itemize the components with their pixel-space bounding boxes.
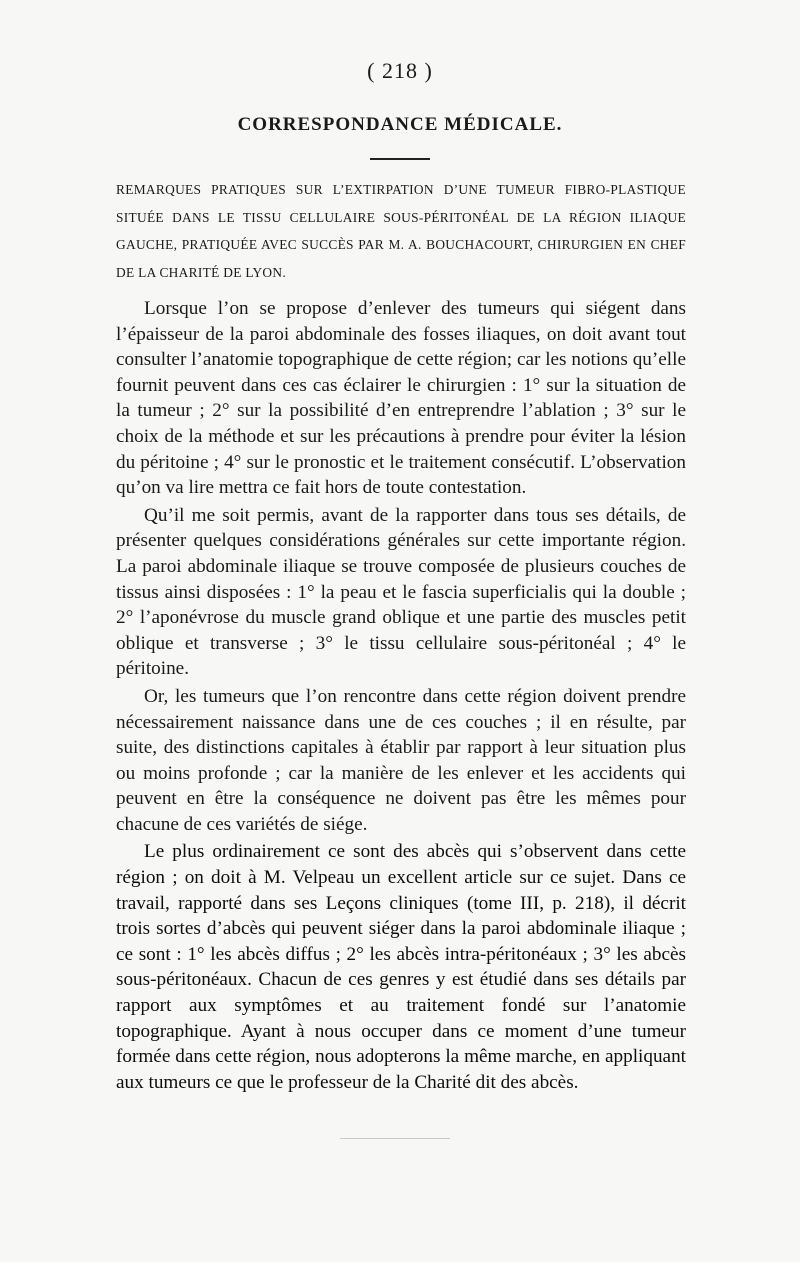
faint-divider (340, 1138, 450, 1139)
article-body (116, 296, 686, 1097)
paragraph: Lorsque l’on se propose d’enlever des tumeurs qui siégent dans l’épaisseur de la paroi abdominale des fosses iliaques, on doit avant tout consulter l’anatomie topographique de cette région; car les notions qu’elle fournit peuvent dans ces cas éclairer le chirurgien : 1° sur la situation de la tumeur ; 2° sur la possibilité d’en entreprendre l’ablation ; 3° sur le choix de la méthode et sur les précautions à prendre pour éviter la lésion du péritoine ; 4° sur le pronostic et le traitement consécutif. L’observation qu’on va lire mettra ce fait hors de toute contestation. (116, 298, 686, 499)
paragraph: Qu’il me soit permis, avant de la rapporter dans tous ses détails, de présenter quelques considérations générales sur cette importante région. La paroi abdominale iliaque se trouve composée de plusieurs couches de tissus ainsi disposées : 1° la peau et le fascia superficialis qui la double ; 2° l’aponévrose du muscle grand oblique et une partie des muscles petit oblique et transverse ; 3° le tissu cellulaire sous-péritonéal ; 4° le péritoine. (116, 504, 686, 680)
section-title: CORRESPONDANCE MÉDICALE. (237, 114, 563, 135)
paragraph: Le plus ordinairement ce sont des abcès qui s’observent dans cette région ; on doit à M. Velpeau un excellent article sur ce sujet. Dans ce travail, rapporté dans ses Leçons cliniques (tome III, p. 218), il décrit trois sortes d’abcès qui peuvent siéger dans la paroi abdominale iliaque ; ce sont : 1° les abcès diffus ; 2° les abcès intra-péritonéaux ; 3° les abcès sous-péritonéaux. Chacun de ces genres y est étudié dans ses détails par rapport aux symptômes et au traitement fondé sur l’anatomie topographique. Ayant à nous occuper dans ce moment d’une tumeur formée dans cette région, nous adopterons la même marche, en appliquant aux tumeurs ce que le professeur de la Charité dit des abcès. (116, 841, 686, 1093)
paragraph: Or, les tumeurs que l’on rencontre dans cette région doivent prendre nécessairement naissance dans une de ces couches ; il en résulte, par suite, des distinctions capitales à établir par rapport à leur situation plus ou moins profonde ; car la manière de les enlever et les accidents qui peuvent en être la conséquence ne doivent pas être les mêmes pour chacune de ces variétés de siége. (116, 685, 686, 835)
article-heading: REMARQUES PRATIQUES SUR L’EXTIRPATION D’UNE TUMEUR FIBRO-PLASTIQUE SITUÉE DANS LE TISSU CELLULAIRE SOUS-PÉRITONÉAL DE LA RÉGION ILIAQUE GAUCHE, PRATIQUÉE AVEC SUCCÈS PAR M. A. BOUCHACOURT, CHIRURGIEN EN CHEF DE LA CHARITÉ DE LYON. (116, 182, 686, 280)
title-divider (370, 158, 430, 160)
page-number: ( 218 ) (367, 58, 433, 83)
